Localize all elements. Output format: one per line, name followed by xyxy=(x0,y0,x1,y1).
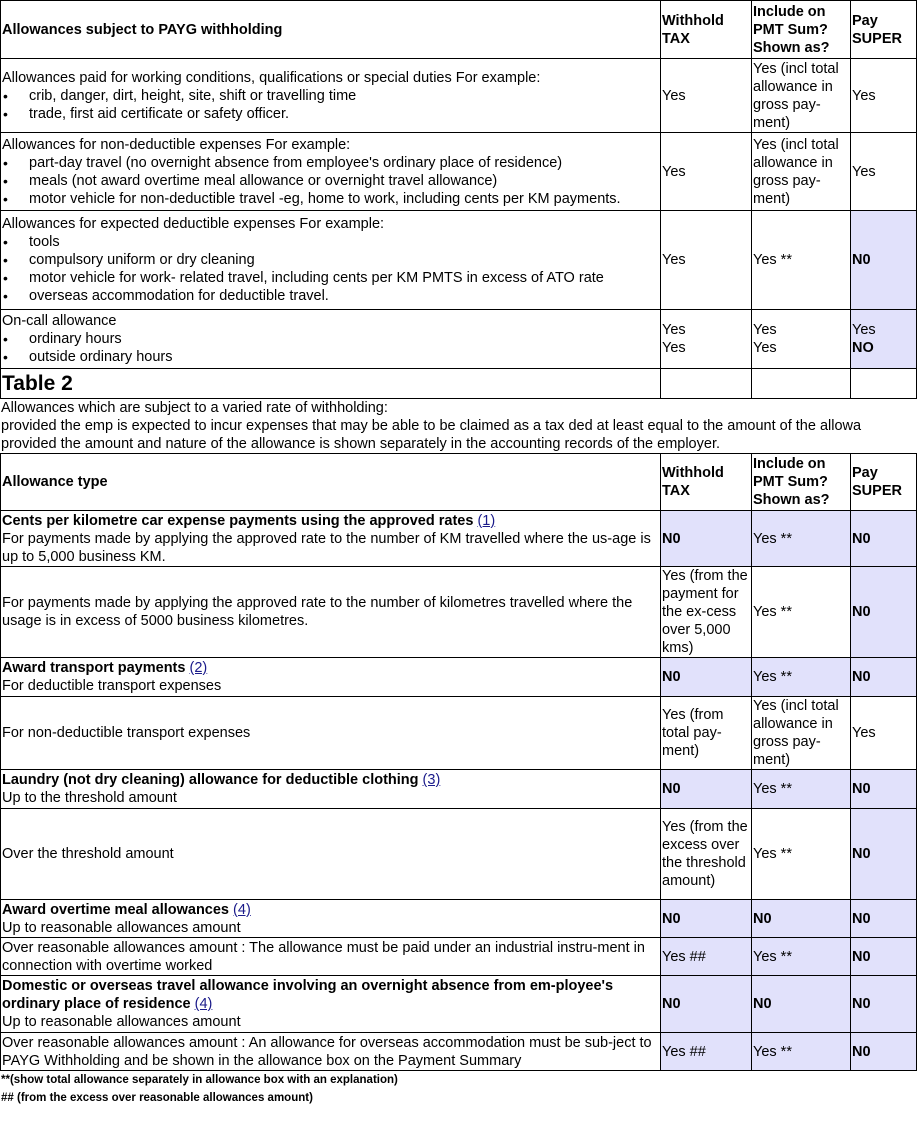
table-2-intro xyxy=(0,399,918,453)
allowance-description: Over reasonable allowances amount : An allowance for overseas accommodation must be sub-ject to PAYG Withholding and be shown in the allowance box on the Payment Summary xyxy=(2,1034,652,1069)
withhold-tax-cell: Yes xyxy=(661,211,752,310)
header-pay-super: Pay SUPER xyxy=(851,1,917,59)
allowance-cell xyxy=(1,310,661,369)
pmt-sum-cell: Yes ** xyxy=(752,809,851,900)
pmt-sum-cell: Yes (incl total allowance in gross pay-ment) xyxy=(752,697,851,770)
header-allowance-col: Allowances subject to PAYG withholding xyxy=(1,1,661,59)
table-row xyxy=(1,697,917,770)
header-include-pmt-sum: Include on PMT Sum? Shown as? xyxy=(752,454,851,511)
allowance-cell xyxy=(1,938,661,976)
withhold-tax-cell: N0 xyxy=(661,976,752,1033)
allowance-description: For non-deductible transport expenses xyxy=(2,725,251,741)
pay-super-cell: N0 xyxy=(851,211,917,310)
withhold-tax-cell: Yes ## xyxy=(661,938,752,976)
table-row xyxy=(1,511,917,567)
allowance-title: On-call allowance xyxy=(2,313,117,329)
list-item: • tools xyxy=(2,233,659,251)
footnote: **(show total allowance separately in allowance box with an explanation) xyxy=(1,1074,398,1086)
header-allowance-type: Allowance type xyxy=(1,454,661,511)
allowance-title: Award transport payments xyxy=(2,660,186,676)
withhold-tax-cell: N0 xyxy=(661,658,752,697)
pmt-sum-cell: Yes ** xyxy=(752,1033,851,1071)
empty-cell xyxy=(752,369,851,399)
allowance-cell xyxy=(1,133,661,211)
pay-super-cell: N0 xyxy=(851,658,917,697)
list-item: • motor vehicle for non-deductible travel -eg, home to work, including cents per KM payments. xyxy=(2,190,659,208)
pay-super-cell: N0 xyxy=(851,938,917,976)
pmt-sum-cell: N0 xyxy=(752,900,851,938)
reference-link[interactable]: (2) xyxy=(189,660,208,676)
list-item: • crib, danger, dirt, height, site, shift or travelling time xyxy=(2,87,659,105)
allowance-description: Over the threshold amount xyxy=(2,846,174,862)
intro-line: provided the emp is expected to incur expenses that may be able to be claimed as a tax ded at least equal to the amount of the allowa xyxy=(1,418,862,434)
pmt-sum-cell: Yes ** xyxy=(752,770,851,809)
pmt-sum-cell: Yes ** xyxy=(752,938,851,976)
list-item: • compulsory uniform or dry cleaning xyxy=(2,251,659,269)
table-row xyxy=(1,900,917,938)
footnotes xyxy=(0,1071,918,1107)
example-list xyxy=(2,330,659,366)
table-row xyxy=(1,310,917,369)
example-list xyxy=(2,154,659,208)
header-withhold-tax: Withhold TAX xyxy=(661,454,752,511)
allowance-cell xyxy=(1,59,661,133)
allowance-title: Allowances paid for working conditions, qualifications or special duties For example: xyxy=(2,69,541,86)
table-row xyxy=(1,770,917,809)
list-item: • overseas accommodation for deductible travel. xyxy=(2,287,659,305)
withhold-tax-cell: Yes xyxy=(661,59,752,133)
pay-super-cell: Yes xyxy=(851,697,917,770)
list-item: • outside ordinary hours xyxy=(2,348,659,366)
allowance-title: Award overtime meal allowances xyxy=(2,901,230,918)
allowance-cell xyxy=(1,211,661,310)
empty-cell xyxy=(661,369,752,399)
list-item: • meals (not award overtime meal allowance or overnight travel allowance) xyxy=(2,172,659,190)
table-2-heading: Table 2 xyxy=(1,369,661,399)
pay-super-cell: N0 xyxy=(851,900,917,938)
pay-super-cell: N0 xyxy=(851,770,917,809)
pay-super-cell: N0 xyxy=(851,511,917,567)
allowance-cell xyxy=(1,900,661,938)
pay-super-cell: N0 xyxy=(851,976,917,1033)
reference-link[interactable]: (4) xyxy=(233,901,251,918)
table-1-header-row xyxy=(1,1,917,59)
footnote: ## (from the excess over reasonable allowances amount) xyxy=(1,1092,313,1104)
reference-link[interactable]: (4) xyxy=(194,996,213,1012)
pay-super-cell: Yes xyxy=(851,59,917,133)
table-row xyxy=(1,211,917,310)
value-line: Yes xyxy=(753,322,777,338)
allowance-description: Up to reasonable allowances amount xyxy=(2,1014,241,1030)
table-row xyxy=(1,59,917,133)
allowance-cell xyxy=(1,658,661,697)
withhold-tax-cell xyxy=(661,310,752,369)
allowance-cell xyxy=(1,1033,661,1071)
example-list xyxy=(2,87,659,123)
withhold-tax-cell: N0 xyxy=(661,511,752,567)
header-pay-super: Pay SUPER xyxy=(851,454,917,511)
table-row xyxy=(1,1033,917,1071)
allowance-cell xyxy=(1,770,661,809)
pmt-sum-cell xyxy=(752,310,851,369)
allowance-description: For deductible transport expenses xyxy=(2,678,222,694)
table-row xyxy=(1,567,917,658)
empty-cell xyxy=(851,369,917,399)
withhold-tax-cell: Yes ## xyxy=(661,1033,752,1071)
allowance-cell xyxy=(1,809,661,900)
list-item: • trade, first aid certificate or safety officer. xyxy=(2,105,659,123)
example-list xyxy=(2,233,659,305)
allowance-description: Over reasonable allowances amount : The allowance must be paid under an industrial instru-ment in connection with overtime worked xyxy=(2,939,645,974)
reference-link[interactable]: (1) xyxy=(477,512,496,529)
table-2-header-row xyxy=(1,454,917,511)
intro-line: provided the amount and nature of the allowance is shown separately in the accounting records of the employer. xyxy=(1,436,720,452)
table-row xyxy=(1,976,917,1033)
value-line: Yes xyxy=(662,340,686,356)
withhold-tax-cell: N0 xyxy=(661,900,752,938)
pay-super-cell: N0 xyxy=(851,567,917,658)
allowance-title: Cents per kilometre car expense payments using the approved rates xyxy=(2,512,474,529)
table-row xyxy=(1,658,917,697)
withhold-tax-cell: Yes (from the excess over the threshold amount) xyxy=(661,809,752,900)
withhold-tax-cell: Yes (from the payment for the ex-cess over 5,000 kms) xyxy=(661,567,752,658)
pmt-sum-cell: Yes ** xyxy=(752,211,851,310)
pay-super-cell: Yes xyxy=(851,133,917,211)
table-1 xyxy=(0,0,917,399)
list-item: • ordinary hours xyxy=(2,330,659,348)
value-line: Yes xyxy=(852,322,876,338)
list-item: • part-day travel (no overnight absence from employee's ordinary place of residence) xyxy=(2,154,659,172)
allowance-cell xyxy=(1,976,661,1033)
table-2 xyxy=(0,453,917,1071)
pmt-sum-cell: Yes ** xyxy=(752,511,851,567)
table-row xyxy=(1,938,917,976)
pmt-sum-cell: Yes ** xyxy=(752,567,851,658)
value-line: Yes xyxy=(662,322,686,338)
allowance-description: For payments made by applying the approved rate to the number of kilometres travelled where the usage is in excess of 5000 business kilometres. xyxy=(2,595,633,629)
value-line: Yes xyxy=(753,340,777,356)
allowance-cell xyxy=(1,697,661,770)
pay-super-cell: N0 xyxy=(851,1033,917,1071)
allowance-title: Domestic or overseas travel allowance involving an overnight absence from em-ployee's ordinary place of residence xyxy=(2,978,614,1012)
allowance-cell xyxy=(1,511,661,567)
pay-super-cell xyxy=(851,310,917,369)
pmt-sum-cell: Yes (incl total allowance in gross pay-ment) xyxy=(752,59,851,133)
withhold-tax-cell: Yes (from total pay-ment) xyxy=(661,697,752,770)
pmt-sum-cell: Yes ** xyxy=(752,658,851,697)
allowance-description: Up to the threshold amount xyxy=(2,790,177,806)
reference-link[interactable]: (3) xyxy=(422,772,441,788)
withhold-tax-cell: N0 xyxy=(661,770,752,809)
allowance-title: Allowances for non-deductible expenses For example: xyxy=(2,136,351,153)
allowance-title: Laundry (not dry cleaning) allowance for deductible clothing xyxy=(2,772,419,788)
allowance-cell xyxy=(1,567,661,658)
header-include-pmt-sum: Include on PMT Sum? Shown as? xyxy=(752,1,851,59)
withhold-tax-cell: Yes xyxy=(661,133,752,211)
pay-super-cell: N0 xyxy=(851,809,917,900)
header-withhold-tax: Withhold TAX xyxy=(661,1,752,59)
allowance-description: For payments made by applying the approved rate to the number of KM travelled where the us-age is up to 5,000 business KM. xyxy=(2,530,651,565)
pmt-sum-cell: Yes (incl total allowance in gross pay-ment) xyxy=(752,133,851,211)
pmt-sum-cell: N0 xyxy=(752,976,851,1033)
table-row xyxy=(1,809,917,900)
value-line: NO xyxy=(852,340,874,356)
allowance-title: Allowances for expected deductible expenses For example: xyxy=(2,216,385,232)
intro-line: Allowances which are subject to a varied rate of withholding: xyxy=(1,400,388,416)
allowance-description: Up to reasonable allowances amount xyxy=(2,919,241,936)
table-row xyxy=(1,133,917,211)
list-item: • motor vehicle for work- related travel, including cents per KM PMTS in excess of ATO rate xyxy=(2,269,659,287)
table-2-heading-row xyxy=(1,369,917,399)
